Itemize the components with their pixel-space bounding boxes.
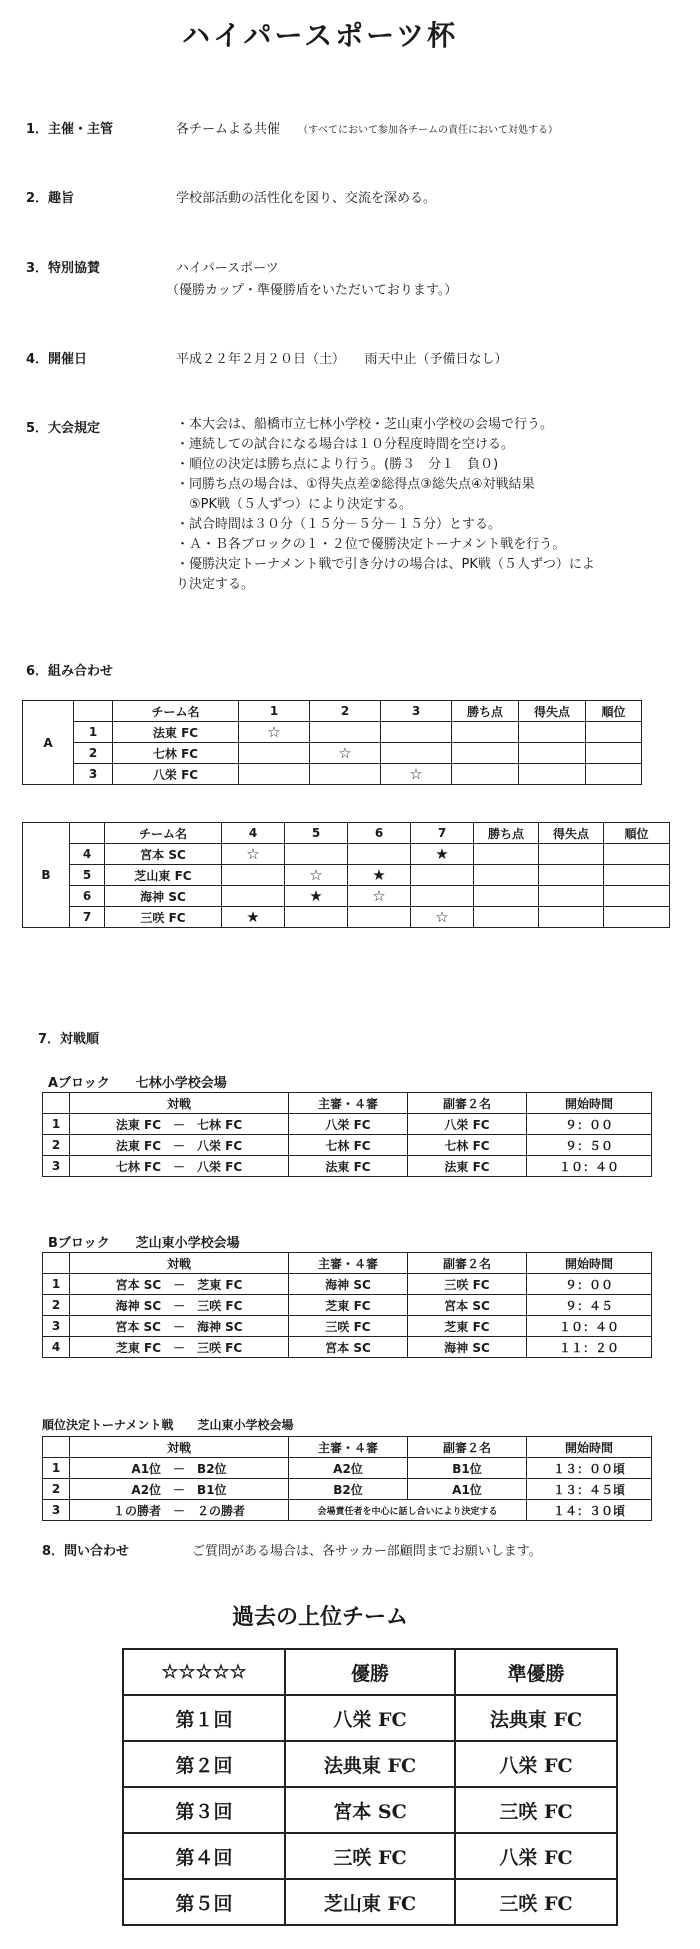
col-header: 対戦 bbox=[70, 1093, 289, 1114]
section-4-number: 4．開催日 bbox=[26, 352, 88, 367]
col-header: 1 bbox=[239, 701, 310, 722]
col-header: 勝ち点 bbox=[474, 823, 539, 844]
section-4-text: 平成２２年２月２０日（土） 雨天中止（予備日なし） bbox=[176, 352, 508, 367]
cell: 芝山東 FC bbox=[285, 1879, 455, 1925]
table-row bbox=[43, 1500, 652, 1521]
tournament-schedule bbox=[42, 1436, 652, 1521]
team-name: 三咲 FC bbox=[105, 907, 222, 928]
table-row bbox=[23, 886, 670, 907]
col-header: 7 bbox=[411, 823, 474, 844]
group-a-label: A bbox=[23, 701, 74, 785]
cell: 3 bbox=[43, 1156, 70, 1177]
cell: 第４回 bbox=[123, 1833, 285, 1879]
section-1-number: 1．主催・主管 bbox=[26, 122, 114, 137]
team-no: 5 bbox=[70, 865, 105, 886]
col-header: 準優勝 bbox=[455, 1649, 617, 1695]
cell: 海神 SC － 三咲 FC bbox=[70, 1295, 289, 1316]
rule-line: ・同勝ち点の場合は、①得失点差②総得点③総失点④対戦結果 bbox=[176, 477, 535, 492]
cell: 八栄 FC bbox=[455, 1833, 617, 1879]
cell: 2 bbox=[43, 1479, 70, 1500]
section-8-number: 8．問い合わせ bbox=[42, 1544, 130, 1559]
col-header: 優勝 bbox=[285, 1649, 455, 1695]
section-3-sub: （優勝カップ・準優勝盾をいただいております。） bbox=[166, 283, 458, 298]
team-no: 1 bbox=[74, 722, 113, 743]
block-b-heading: Bブロック 芝山東小学校会場 bbox=[48, 1236, 240, 1251]
section-1-text: 各チームよる共催 bbox=[176, 122, 281, 137]
table-row bbox=[43, 1295, 652, 1316]
section-2-number: 2．趣旨 bbox=[26, 191, 75, 206]
cell: 七林 FC bbox=[289, 1135, 408, 1156]
team-name: 芝山東 FC bbox=[105, 865, 222, 886]
cell: 1 bbox=[43, 1114, 70, 1135]
cell: 法典東 FC bbox=[455, 1695, 617, 1741]
match-cell bbox=[285, 844, 348, 865]
match-cell bbox=[310, 722, 381, 743]
table-row bbox=[43, 1114, 652, 1135]
col-header: 順位 bbox=[604, 823, 670, 844]
cell: 法東 FC － 七林 FC bbox=[70, 1114, 289, 1135]
team-name: 法東 FC bbox=[113, 722, 239, 743]
match-cell: ☆ bbox=[285, 865, 348, 886]
section-6-number: 6．組み合わせ bbox=[26, 664, 114, 679]
cell: 芝東 FC bbox=[289, 1295, 408, 1316]
col-header: 得失点 bbox=[519, 701, 586, 722]
cell: ９：５０ bbox=[527, 1135, 652, 1156]
cell: 三咲 FC bbox=[455, 1787, 617, 1833]
col-header: チーム名 bbox=[105, 823, 222, 844]
team-no: 7 bbox=[70, 907, 105, 928]
col-header: 勝ち点 bbox=[452, 701, 519, 722]
col-header: 開始時間 bbox=[527, 1437, 652, 1458]
col-header: 開始時間 bbox=[527, 1253, 652, 1274]
cell: 芝東 FC bbox=[408, 1316, 527, 1337]
cell: 第３回 bbox=[123, 1787, 285, 1833]
section-1-note: （すべてにおいて参加各チームの責任において対処する） bbox=[298, 125, 558, 136]
page-title: ハイパースポーツ杯 bbox=[182, 19, 458, 52]
col-header: 副審２名 bbox=[408, 1093, 527, 1114]
cell: ９：００ bbox=[527, 1114, 652, 1135]
col-header: ☆☆☆☆☆ bbox=[123, 1649, 285, 1695]
col-header: 2 bbox=[310, 701, 381, 722]
match-cell bbox=[381, 722, 452, 743]
table-row bbox=[123, 1833, 617, 1879]
cell: 3 bbox=[43, 1316, 70, 1337]
team-name: 八栄 FC bbox=[113, 764, 239, 785]
cell: 1 bbox=[43, 1274, 70, 1295]
col-header: 主審・４審 bbox=[289, 1437, 408, 1458]
team-name: 海神 SC bbox=[105, 886, 222, 907]
group-b-table bbox=[22, 822, 670, 928]
section-8 bbox=[42, 1540, 542, 1559]
team-name: 宮本 SC bbox=[105, 844, 222, 865]
section-2-text: 学校部活動の活性化を図り、交流を深める。 bbox=[176, 191, 437, 206]
match-cell: ☆ bbox=[239, 722, 310, 743]
match-cell: ☆ bbox=[310, 743, 381, 764]
cell: 三咲 FC bbox=[289, 1316, 408, 1337]
cell: 八栄 FC bbox=[408, 1114, 527, 1135]
past-winners-table bbox=[122, 1648, 618, 1926]
cell: A1位 － B2位 bbox=[70, 1458, 289, 1479]
cell: 2 bbox=[43, 1295, 70, 1316]
section-3-text: ハイパースポーツ bbox=[176, 261, 279, 276]
match-cell: ☆ bbox=[348, 886, 411, 907]
rules-list bbox=[176, 415, 595, 595]
match-cell bbox=[348, 907, 411, 928]
cell: 芝東 FC － 三咲 FC bbox=[70, 1337, 289, 1358]
cell: 法東 FC － 八栄 FC bbox=[70, 1135, 289, 1156]
match-cell: ★ bbox=[222, 907, 285, 928]
match-cell bbox=[411, 886, 474, 907]
cell: 宮本 SC － 芝東 FC bbox=[70, 1274, 289, 1295]
col-header: 主審・４審 bbox=[289, 1253, 408, 1274]
past-winners-title: 過去の上位チーム bbox=[231, 1604, 408, 1630]
section-5 bbox=[26, 417, 138, 436]
col-header: 開始時間 bbox=[527, 1093, 652, 1114]
block-a-heading: Aブロック 七林小学校会場 bbox=[48, 1076, 227, 1091]
rule-line: ・優勝決定トーナメント戦で引き分けの場合は、PK戦（５人ずつ）によ bbox=[176, 557, 595, 572]
cell: ９：４５ bbox=[527, 1295, 652, 1316]
cell: １３：４５頃 bbox=[527, 1479, 652, 1500]
cell: 八栄 FC bbox=[289, 1114, 408, 1135]
cell: 七林 FC － 八栄 FC bbox=[70, 1156, 289, 1177]
cell: 三咲 FC bbox=[408, 1274, 527, 1295]
cell: A2位 bbox=[289, 1458, 408, 1479]
cell: 三咲 FC bbox=[285, 1833, 455, 1879]
table-row bbox=[123, 1787, 617, 1833]
section-6 bbox=[26, 660, 138, 679]
col-header: 対戦 bbox=[70, 1437, 289, 1458]
match-cell: ☆ bbox=[381, 764, 452, 785]
cell: 第１回 bbox=[123, 1695, 285, 1741]
cell: １４：３０頃 bbox=[527, 1500, 652, 1521]
match-cell bbox=[239, 764, 310, 785]
tournament-heading: 順位決定トーナメント戦 芝山東小学校会場 bbox=[42, 1418, 294, 1432]
cell: 海神 SC bbox=[408, 1337, 527, 1358]
cell: 3 bbox=[43, 1500, 70, 1521]
cell: 法典東 FC bbox=[285, 1741, 455, 1787]
group-a-table bbox=[22, 700, 642, 785]
cell: 第５回 bbox=[123, 1879, 285, 1925]
cell: 2 bbox=[43, 1135, 70, 1156]
table-row bbox=[43, 1274, 652, 1295]
cell: 宮本 SC bbox=[285, 1787, 455, 1833]
cell: A2位 － B1位 bbox=[70, 1479, 289, 1500]
match-cell: ★ bbox=[348, 865, 411, 886]
cell: 三咲 FC bbox=[455, 1879, 617, 1925]
section-4 bbox=[26, 348, 508, 367]
col-header: 5 bbox=[285, 823, 348, 844]
table-row bbox=[23, 865, 670, 886]
rule-line: ・本大会は、船橋市立七林小学校・芝山東小学校の会場で行う。 bbox=[176, 417, 554, 432]
rule-line: ・順位の決定は勝ち点により行う。(勝３ 分１ 負０) bbox=[176, 457, 499, 472]
rule-line: ・連続しての試合になる場合は１０分程度時間を空ける。 bbox=[176, 437, 515, 452]
match-cell: ★ bbox=[285, 886, 348, 907]
match-cell: ☆ bbox=[222, 844, 285, 865]
cell: 第２回 bbox=[123, 1741, 285, 1787]
team-no: 3 bbox=[74, 764, 113, 785]
cell: １３：００頃 bbox=[527, 1458, 652, 1479]
table-row bbox=[123, 1695, 617, 1741]
match-cell bbox=[239, 743, 310, 764]
table-row bbox=[23, 844, 670, 865]
col-header: 副審２名 bbox=[408, 1437, 527, 1458]
cell: １０：４０ bbox=[527, 1156, 652, 1177]
cell: １０：４０ bbox=[527, 1316, 652, 1337]
table-row bbox=[43, 1479, 652, 1500]
table-row bbox=[43, 1135, 652, 1156]
cell: １１：２０ bbox=[527, 1337, 652, 1358]
cell: B2位 bbox=[289, 1479, 408, 1500]
cell: 宮本 SC － 海神 SC bbox=[70, 1316, 289, 1337]
rule-line: ・試合時間は３０分（１５分－５分－１５分）とする。 bbox=[176, 517, 502, 532]
team-no: 6 bbox=[70, 886, 105, 907]
section-2 bbox=[26, 187, 437, 206]
cell: 宮本 SC bbox=[408, 1295, 527, 1316]
col-header: 得失点 bbox=[539, 823, 604, 844]
match-cell bbox=[222, 865, 285, 886]
table-row bbox=[43, 1156, 652, 1177]
table-row bbox=[43, 1337, 652, 1358]
col-header: 3 bbox=[381, 701, 452, 722]
table-row bbox=[23, 743, 642, 764]
rule-line: ⑤PK戦（５人ずつ）により決定する。 bbox=[176, 497, 413, 512]
cell: 4 bbox=[43, 1337, 70, 1358]
table-row bbox=[43, 1458, 652, 1479]
cell: 法東 FC bbox=[289, 1156, 408, 1177]
match-cell bbox=[222, 886, 285, 907]
rule-line: り決定する。 bbox=[176, 577, 255, 592]
cell: 八栄 FC bbox=[455, 1741, 617, 1787]
match-cell bbox=[381, 743, 452, 764]
cell: 宮本 SC bbox=[289, 1337, 408, 1358]
section-8-text: ご質問がある場合は、各サッカー部顧問までお願いします。 bbox=[192, 1544, 542, 1559]
cell: 七林 FC bbox=[408, 1135, 527, 1156]
col-header: 対戦 bbox=[70, 1253, 289, 1274]
table-row bbox=[123, 1879, 617, 1925]
table-row bbox=[23, 722, 642, 743]
cell: 八栄 FC bbox=[285, 1695, 455, 1741]
table-row bbox=[43, 1316, 652, 1337]
col-header: 主審・４審 bbox=[289, 1093, 408, 1114]
cell: 1 bbox=[43, 1458, 70, 1479]
team-no: 4 bbox=[70, 844, 105, 865]
section-7-number: 7．対戦順 bbox=[38, 1032, 100, 1047]
col-header: 副審２名 bbox=[408, 1253, 527, 1274]
col-header: チーム名 bbox=[113, 701, 239, 722]
table-row bbox=[123, 1741, 617, 1787]
cell: １の勝者 － ２の勝者 bbox=[70, 1500, 289, 1521]
match-cell bbox=[310, 764, 381, 785]
section-1 bbox=[26, 118, 558, 137]
team-no: 2 bbox=[74, 743, 113, 764]
col-header: 順位 bbox=[586, 701, 642, 722]
cell: A1位 bbox=[408, 1479, 527, 1500]
match-cell: ☆ bbox=[411, 907, 474, 928]
col-header: 6 bbox=[348, 823, 411, 844]
match-cell bbox=[348, 844, 411, 865]
cell: ９：００ bbox=[527, 1274, 652, 1295]
group-b-label: B bbox=[23, 823, 70, 928]
rule-line: ・Ａ・Ｂ各ブロックの１・２位で優勝決定トーナメント戦を行う。 bbox=[176, 537, 566, 552]
col-header: 4 bbox=[222, 823, 285, 844]
team-name: 七林 FC bbox=[113, 743, 239, 764]
match-cell bbox=[285, 907, 348, 928]
block-b-schedule bbox=[42, 1252, 652, 1358]
cell: 海神 SC bbox=[289, 1274, 408, 1295]
section-5-number: 5．大会規定 bbox=[26, 421, 101, 436]
table-row bbox=[23, 764, 642, 785]
section-3 bbox=[26, 257, 279, 276]
cell: 法東 FC bbox=[408, 1156, 527, 1177]
section-7 bbox=[38, 1028, 150, 1047]
section-3-number: 3．特別協賛 bbox=[26, 261, 101, 276]
cell: 会場責任者を中心に話し合いにより決定する bbox=[289, 1500, 527, 1521]
cell: B1位 bbox=[408, 1458, 527, 1479]
match-cell bbox=[411, 865, 474, 886]
match-cell: ★ bbox=[411, 844, 474, 865]
block-a-schedule bbox=[42, 1092, 652, 1177]
table-row bbox=[23, 907, 670, 928]
